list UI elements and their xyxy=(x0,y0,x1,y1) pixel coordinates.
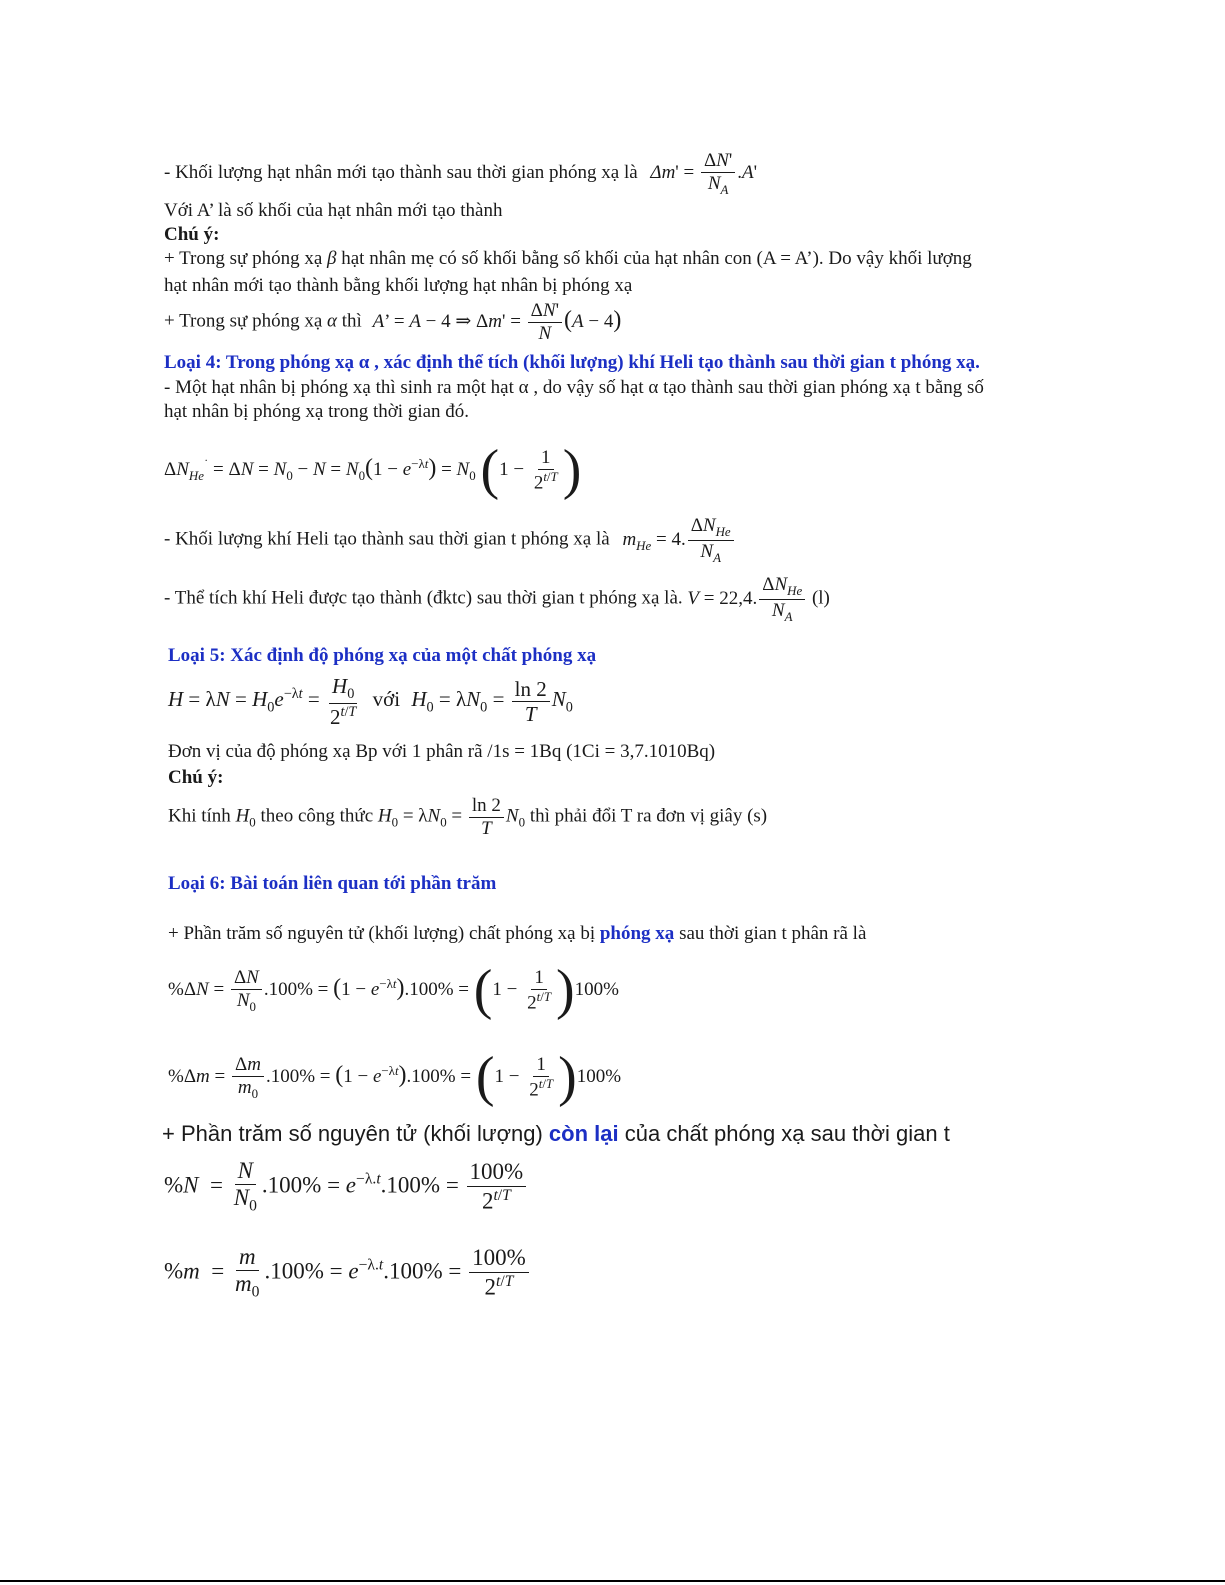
text-line: - Khối lượng khí Heli tạo thành sau thời gian t phóng xạ là $m_{He} = 4$. $\frac{\Delta N_{He}}{N_A}$ xyxy=(164,515,736,565)
page-bottom-border xyxy=(0,1580,1225,1582)
note-heading: Chú ý: xyxy=(164,224,220,245)
text-line: Đơn vị của độ phóng xạ Bp với 1 phân rã /1s = 1Bq (1Ci = 3,7.1010Bq) xyxy=(168,741,716,762)
section-heading-4: Loại 4: Trong phóng xạ α , xác định thể tích (khối lượng) khí Heli tạo thành sau thời gian t phóng xạ. xyxy=(164,352,980,373)
text-line: + Phần trăm số nguyên tử (khối lượng) còn lại của chất phóng xạ sau thời gian t xyxy=(162,1121,950,1146)
formula-alpha-mass: A’ = A − 4 ⇒ Δm' = $\frac{\Delta N'}{N}$ (A − 4) xyxy=(372,300,622,344)
text-line: + Trong sự phóng xạ β hạt nhân mẹ có số khối bằng số khối của hạt nhân con (A = A’). Do vậy khối lượng xyxy=(164,248,972,269)
text-line: + Trong sự phóng xạ α thì A’ = A − 4 ⇒ Δm' = $\frac{\Delta N'}{N}$ (A − 4) xyxy=(164,300,622,344)
text-line: Với A’ là số khối của hạt nhân mới tạo thành xyxy=(164,200,503,221)
section-heading-6: Loại 6: Bài toán liên quan tới phần trăm xyxy=(168,873,497,894)
text-line: - Khối lượng hạt nhân mới tạo thành sau thời gian phóng xạ là Δm' = $\frac{\Delta N'}{N_A}$ .A' xyxy=(164,150,758,197)
formula-percent-remaining-m: %m = $\frac{m}{m_0}$ $.100\% = e^{-\lambda.t}.100\%$ = $\frac{100\%}{2^{t/T}}$ xyxy=(164,1244,531,1302)
formula-volume: V = 22,4. $\frac{\Delta N_{He}}{N_A}$ xyxy=(687,588,812,609)
text-line: - Thể tích khí Heli được tạo thành (đktc) sau thời gian t phóng xạ là. V = 22,4. $\frac{\Delta N_{He}}{N_A}$ (l) xyxy=(164,574,830,624)
section-heading-5: Loại 5: Xác định độ phóng xạ của một chất phóng xạ xyxy=(168,645,597,666)
text-line: hạt nhân mới tạo thành bằng khối lượng hạt nhân bị phóng xạ xyxy=(164,275,633,296)
formula-activity: $H = \lambda N = H_0e^{-\lambda t}$ = $\frac{H_0}{2^{t/T}}$ với $H_0 = \lambda N_0$ = $\frac{\ln 2}{T}$ $N_0$ xyxy=(168,674,573,729)
text-line: - Một hạt nhân bị phóng xạ thì sinh ra một hạt α , do vậy số hạt α tạo thành sau thời gian phóng xạ t bằng số xyxy=(164,377,984,398)
formula-percent-decayed-n: %ΔN = $\frac{\Delta N}{N_0}$ $.100\% = (1 - e^{-\lambda t}).100\% = (1$ − $\frac{1}{2^{t/T}}$ )100% xyxy=(168,959,619,1021)
text-line: hạt nhân bị phóng xạ trong thời gian đó. xyxy=(164,401,470,422)
formula-percent-remaining-n: %N = $\frac{N}{N_0}$ $.100\% = e^{-\lambda.t}.100\%$ = $\frac{100\%}{2^{t/T}}$ xyxy=(164,1158,528,1216)
text-line: + Phần trăm số nguyên tử (khối lượng) chất phóng xạ bị phóng xạ sau thời gian t phân rã là xyxy=(168,923,867,944)
text-line: Khi tính $H_0$ theo công thức $H_0 = \lambda N_0$ = $\frac{\ln 2}{T}$ $N_0$ thì phải đổi T ra đơn vị giây (s) xyxy=(168,795,768,839)
formula-percent-decayed-m: %Δm = $\frac{\Delta m}{m_0}$ $.100\% = (1 - e^{-\lambda t}).100\% = (1$ − $\frac{1}{2^{t/T}}$ )100% xyxy=(168,1046,622,1108)
formula-delta-n-he: $\Delta N_{He}^˙ = \Delta N = N_0 - N = N_0(1 - e^{-\lambda t}) = N_0$ (1 − $\frac{1}{2^{t/T}}$ ) xyxy=(164,439,582,501)
formula-delta-m-prime: Δm' = $\frac{\Delta N'}{N_A}$ .A' xyxy=(650,150,758,197)
note-heading: Chú ý: xyxy=(168,767,224,788)
formula-m-he: $m_{He} = 4$. $\frac{\Delta N_{He}}{N_A}$ xyxy=(622,529,735,550)
